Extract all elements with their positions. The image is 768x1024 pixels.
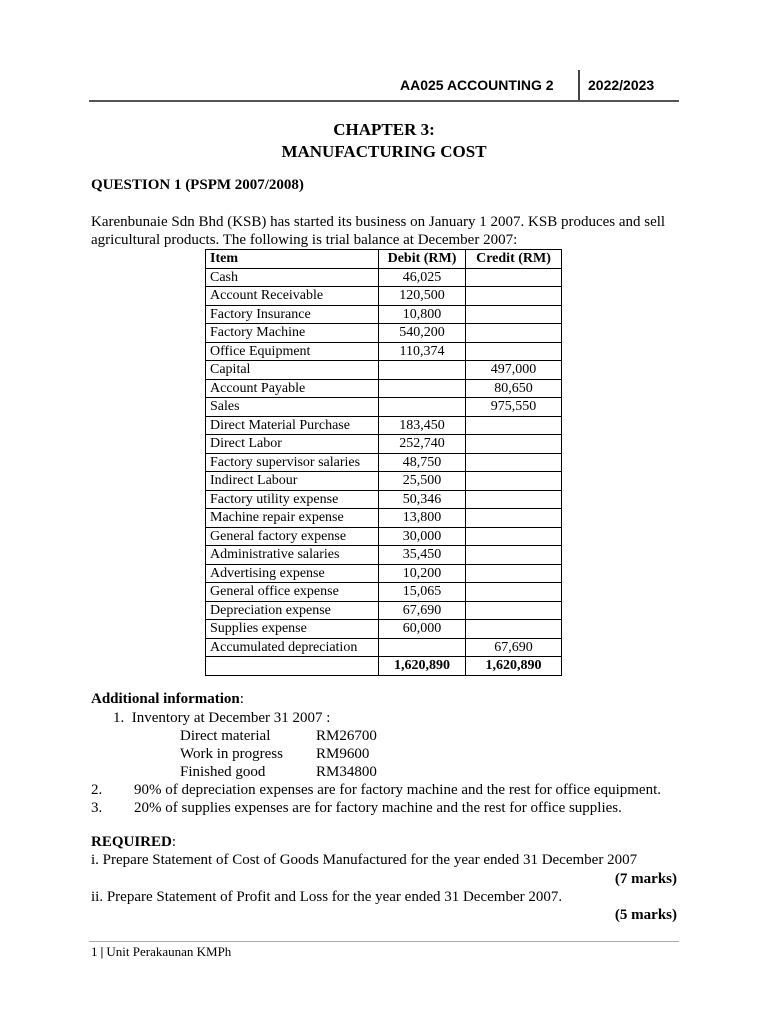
item-cell: Depreciation expense (206, 601, 379, 620)
table-row (206, 564, 562, 583)
item-cell: Factory Insurance (206, 305, 379, 324)
debit-cell (379, 398, 466, 417)
table-row (206, 416, 562, 435)
intro-line-1: Karenbunaie Sdn Bhd (KSB) has started its business on January 1 2007. KSB produces and sell (91, 214, 666, 230)
debit-cell (379, 379, 466, 398)
item-cell: Account Payable (206, 379, 379, 398)
table-row (206, 379, 562, 398)
table-row (206, 287, 562, 306)
inventory-value-wip: RM9600 (316, 746, 370, 762)
table-row (206, 305, 562, 324)
item-1-number: 1. (113, 710, 125, 726)
footer-rule (89, 941, 679, 942)
credit-cell (466, 324, 562, 343)
item-cell: Advertising expense (206, 564, 379, 583)
inventory-label-finished-good: Finished good (180, 764, 266, 780)
item-cell: Supplies expense (206, 620, 379, 639)
table-row (206, 546, 562, 565)
item-1-text: Inventory at December 31 2007 : (131, 710, 331, 726)
credit-cell (466, 509, 562, 528)
table-row (206, 601, 562, 620)
additional-item-1 (113, 710, 330, 727)
total-label-cell (206, 657, 379, 676)
credit-cell (466, 490, 562, 509)
inventory-value-finished-good: RM34800 (316, 764, 377, 780)
total-credit-cell: 1,620,890 (466, 657, 562, 676)
credit-cell (466, 305, 562, 324)
additional-info-colon: : (239, 691, 244, 707)
item-cell: Accumulated depreciation (206, 638, 379, 657)
inventory-value-direct-material: RM26700 (316, 728, 377, 744)
total-row (206, 657, 562, 676)
item-cell: Factory utility expense (206, 490, 379, 509)
credit-cell (466, 472, 562, 491)
intro-line-2: agricultural products. The following is trial balance at December 2007: (91, 232, 518, 248)
credit-cell (466, 287, 562, 306)
item-cell: Machine repair expense (206, 509, 379, 528)
debit-cell: 50,346 (379, 490, 466, 509)
debit-cell: 67,690 (379, 601, 466, 620)
table-row (206, 620, 562, 639)
debit-cell: 25,500 (379, 472, 466, 491)
topic-title: MANUFACTURING COST (281, 142, 487, 161)
credit-cell (466, 583, 562, 602)
inventory-label-wip: Work in progress (180, 746, 283, 762)
debit-cell: 15,065 (379, 583, 466, 602)
item-3-text: 20% of supplies expenses are for factory machine and the rest for office supplies. (134, 800, 622, 816)
credit-cell: 67,690 (466, 638, 562, 657)
credit-cell: 497,000 (466, 361, 562, 380)
table-row (206, 453, 562, 472)
item-2-text: 90% of depreciation expenses are for factory machine and the rest for office equipment. (134, 782, 661, 798)
required-part-1: i. Prepare Statement of Cost of Goods Manufactured for the year ended 31 December 2007 (91, 852, 638, 868)
header-rule (89, 100, 679, 102)
item-cell: Indirect Labour (206, 472, 379, 491)
column-header-debit: Debit (RM) (379, 250, 466, 269)
item-cell: Sales (206, 398, 379, 417)
table-row (206, 583, 562, 602)
table-row (206, 361, 562, 380)
course-code: AA025 ACCOUNTING 2 (400, 77, 554, 93)
credit-cell (466, 546, 562, 565)
additional-info-heading (91, 691, 244, 708)
debit-cell: 60,000 (379, 620, 466, 639)
question-heading: QUESTION 1 (PSPM 2007/2008) (91, 177, 304, 193)
table-row (206, 509, 562, 528)
debit-cell: 540,200 (379, 324, 466, 343)
additional-info-label: Additional information (91, 691, 240, 707)
credit-cell (466, 601, 562, 620)
table-row (206, 527, 562, 546)
question-intro (91, 213, 691, 249)
footer (91, 944, 231, 960)
table-row (206, 472, 562, 491)
debit-cell (379, 638, 466, 657)
table-row (206, 398, 562, 417)
item-cell: Administrative salaries (206, 546, 379, 565)
footer-unit: Unit Perakaunan KMPh (106, 944, 232, 959)
credit-cell (466, 342, 562, 361)
trial-balance-table (205, 249, 562, 676)
required-colon: : (171, 834, 177, 850)
credit-cell (466, 416, 562, 435)
chapter-title: CHAPTER 3: (333, 120, 435, 139)
column-header-item: Item (206, 250, 379, 269)
item-cell: Capital (206, 361, 379, 380)
session-year: 2022/2023 (588, 77, 655, 93)
total-debit-cell: 1,620,890 (379, 657, 466, 676)
header-divider (578, 70, 580, 102)
table-row (206, 638, 562, 657)
debit-cell: 13,800 (379, 509, 466, 528)
table-row (206, 490, 562, 509)
credit-cell (466, 435, 562, 454)
item-3-number: 3. (91, 800, 103, 816)
required-part-2: ii. Prepare Statement of Profit and Loss for the year ended 31 December 2007. (91, 889, 563, 905)
table-row (206, 324, 562, 343)
table-header-row (206, 250, 562, 269)
debit-cell: 48,750 (379, 453, 466, 472)
item-cell: Factory supervisor salaries (206, 453, 379, 472)
credit-cell: 80,650 (466, 379, 562, 398)
item-cell: General office expense (206, 583, 379, 602)
credit-cell (466, 527, 562, 546)
debit-cell: 30,000 (379, 527, 466, 546)
credit-cell (466, 620, 562, 639)
column-header-credit: Credit (RM) (466, 250, 562, 269)
item-2-number: 2. (91, 782, 103, 798)
inventory-label-direct-material: Direct material (180, 728, 271, 744)
debit-cell: 120,500 (379, 287, 466, 306)
debit-cell: 252,740 (379, 435, 466, 454)
item-cell: Account Receivable (206, 287, 379, 306)
required-label: REQUIRED (91, 834, 172, 850)
item-cell: Direct Material Purchase (206, 416, 379, 435)
page-number: 1 (91, 944, 98, 959)
debit-cell: 110,374 (379, 342, 466, 361)
part-1-marks: (7 marks) (614, 871, 677, 887)
item-cell: Direct Labor (206, 435, 379, 454)
table-row (206, 268, 562, 287)
trial-balance-body (206, 268, 562, 657)
debit-cell: 46,025 (379, 268, 466, 287)
credit-cell (466, 453, 562, 472)
debit-cell: 183,450 (379, 416, 466, 435)
required-heading (91, 834, 176, 851)
table-row (206, 342, 562, 361)
credit-cell (466, 268, 562, 287)
part-2-marks: (5 marks) (614, 907, 677, 923)
credit-cell: 975,550 (466, 398, 562, 417)
debit-cell: 35,450 (379, 546, 466, 565)
item-cell: General factory expense (206, 527, 379, 546)
debit-cell: 10,800 (379, 305, 466, 324)
debit-cell (379, 361, 466, 380)
debit-cell: 10,200 (379, 564, 466, 583)
footer-separator: | (100, 944, 104, 959)
item-cell: Factory Machine (206, 324, 379, 343)
table-row (206, 435, 562, 454)
credit-cell (466, 564, 562, 583)
item-cell: Cash (206, 268, 379, 287)
item-cell: Office Equipment (206, 342, 379, 361)
